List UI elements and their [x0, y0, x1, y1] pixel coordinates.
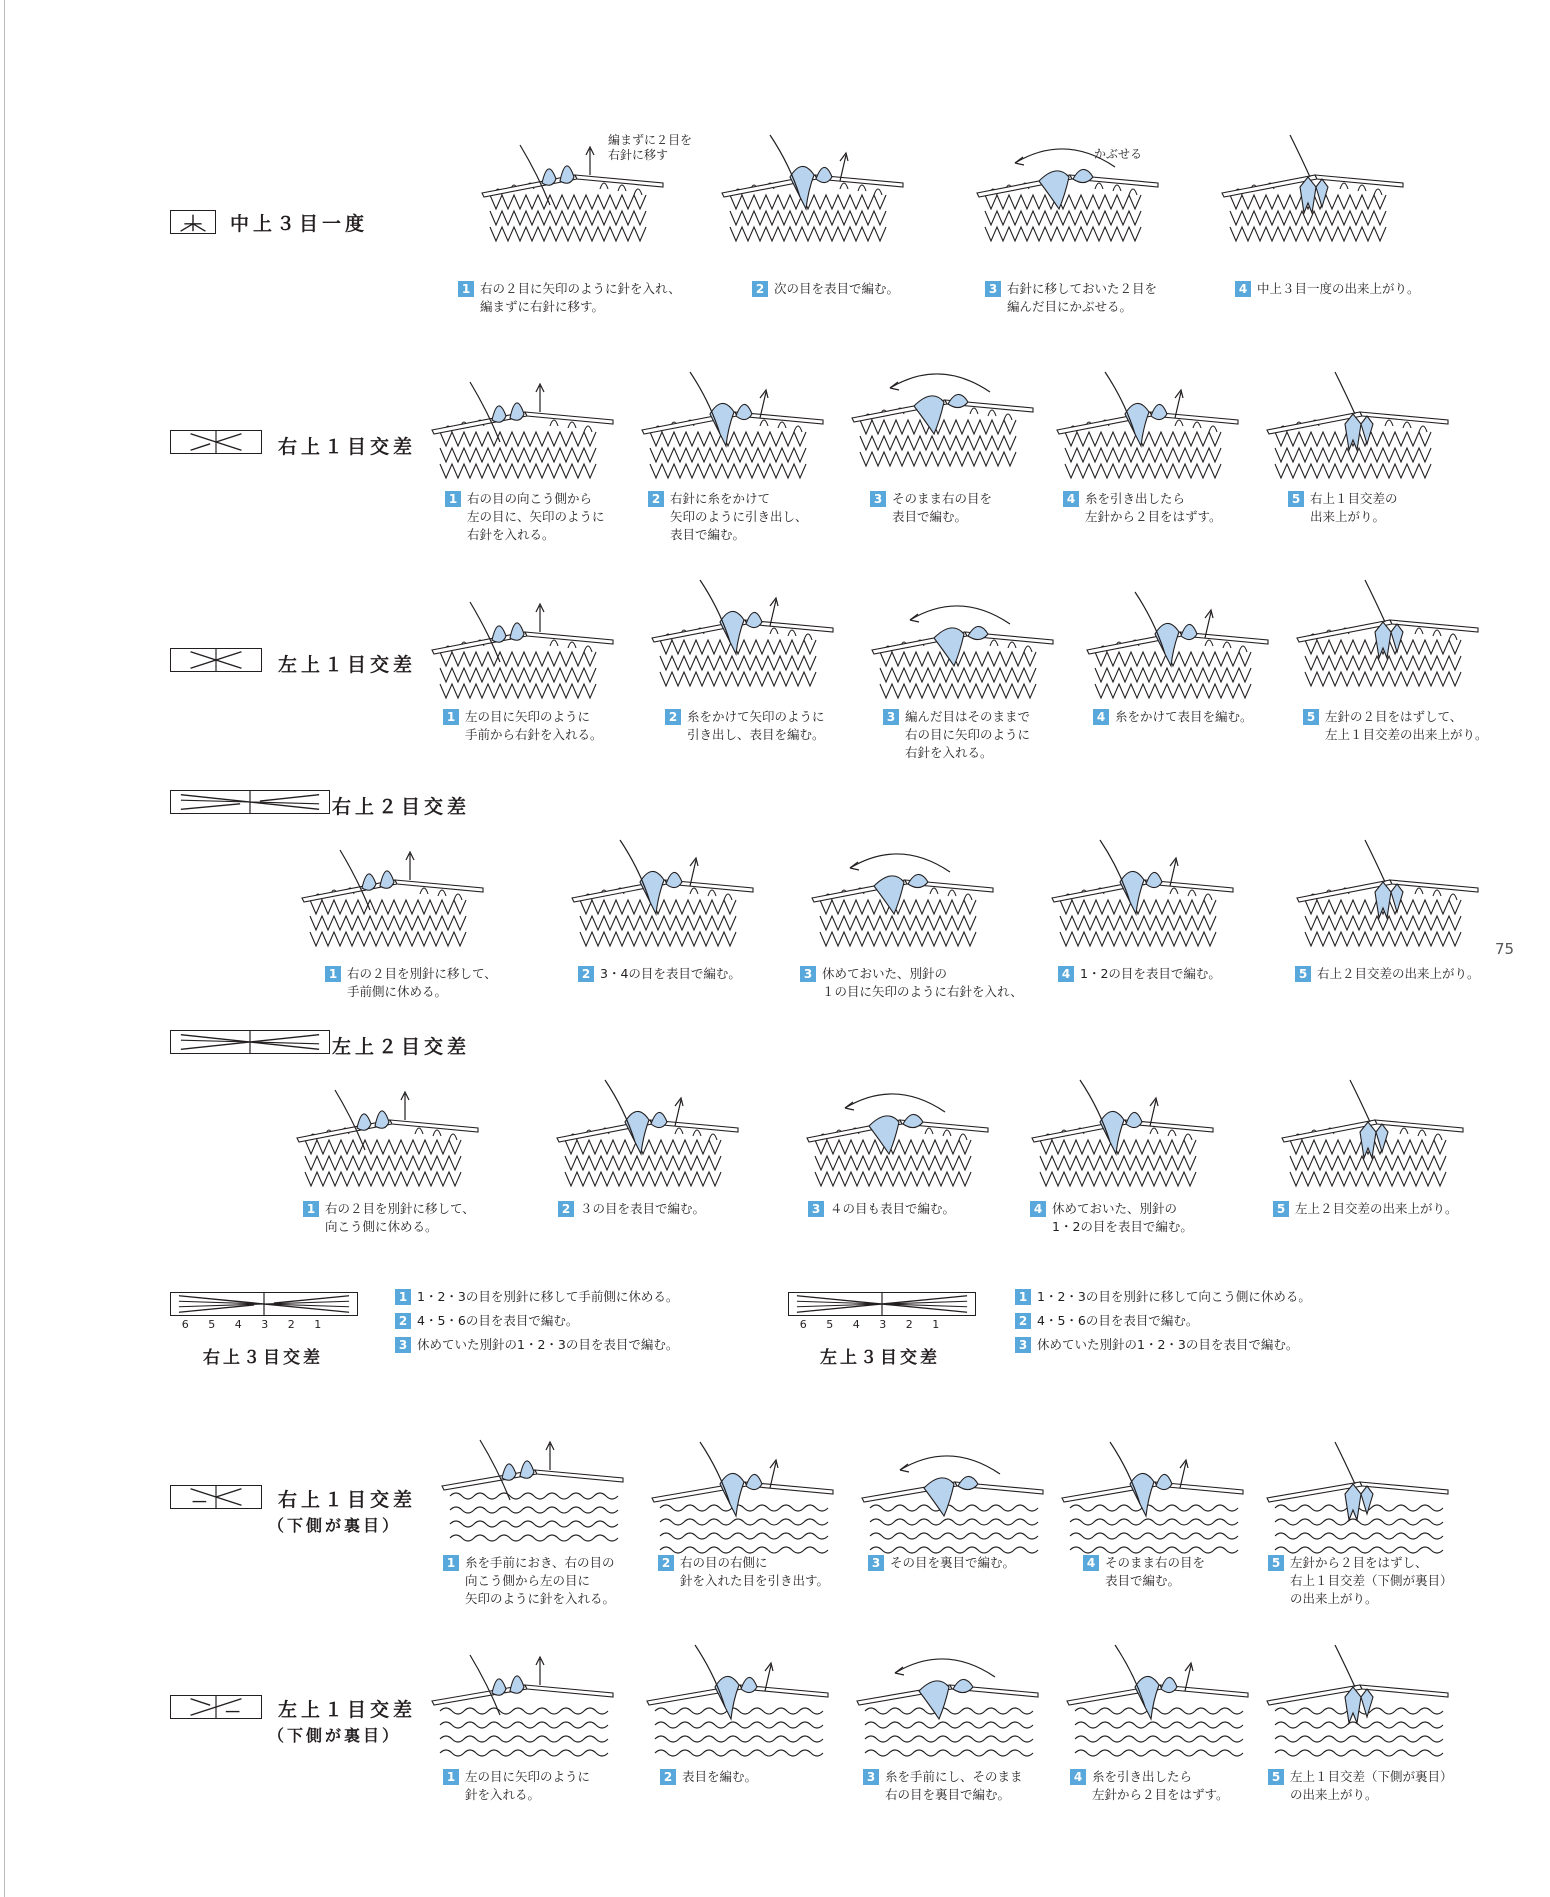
knit-illustration [1265, 1432, 1450, 1557]
knit-illustration [1085, 582, 1270, 707]
step-caption-3: 3 休めておいた、別針の １の目に矢印のように右針を入れ、 [800, 965, 1023, 1001]
knit-illustration [1295, 830, 1480, 955]
knit-illustration [430, 1635, 615, 1760]
annotation-cover: かぶせる [1094, 147, 1143, 161]
step-3 [810, 830, 995, 955]
step-1 [430, 1635, 615, 1760]
knit-illustration [975, 125, 1160, 250]
page-edge-line [4, 0, 5, 1897]
step-caption-4: 4 中上３目一度の出来上がり。 [1235, 280, 1420, 298]
step-number: 5 [1288, 491, 1304, 507]
section-subtitle: （下側が裏目） [268, 1726, 402, 1745]
step-number: 4 [1070, 1769, 1086, 1785]
step-caption-4: 4 1・2の目を表目で編む。 [1058, 965, 1221, 983]
left-cross-2-symbol [170, 1030, 330, 1054]
step-caption-4: 4 糸を引き出したら 左針から２目をはずす。 [1070, 1768, 1229, 1804]
knit-illustration [1265, 362, 1450, 487]
knit-illustration [1055, 362, 1240, 487]
step-5 [1265, 1432, 1450, 1557]
step-number: 5 [1268, 1555, 1284, 1571]
step-1 [440, 1420, 625, 1545]
step-number: 5 [1303, 709, 1319, 725]
step-number: 1 [443, 709, 459, 725]
step-caption-5: 5 右上１目交差の 出来上がり。 [1288, 490, 1398, 526]
annotation-slip: 編まずに２目を 右針に移す [608, 133, 693, 162]
knit-illustration [855, 1635, 1040, 1760]
list-item: 1 1・2・3の目を別針に移して向こう側に休める。 [1015, 1285, 1311, 1309]
step-number: 4 [1058, 966, 1074, 982]
list-item: 3 休めていた別針の1・2・3の目を表目で編む。 [395, 1333, 678, 1357]
knit-illustration [480, 125, 665, 250]
knit-illustration [430, 362, 615, 487]
step-3 [805, 1070, 990, 1195]
step-caption-5: 5 右上２目交差の出来上がり。 [1295, 965, 1480, 983]
step-2 [570, 830, 755, 955]
section-title: 左上２目交差 [332, 1036, 471, 1058]
knit-illustration [1065, 1635, 1250, 1760]
step-caption-1: 1 右の２目に矢印のように針を入れ、 編まずに右針に移す。 [458, 280, 681, 316]
step-caption-5: 5 左上１目交差（下側が裏目） の出来上がり。 [1268, 1768, 1453, 1804]
step-5 [1295, 830, 1480, 955]
section-title: 右上１目交差 [278, 1489, 417, 1511]
step-3 [870, 582, 1055, 707]
step-caption-2: 2 表目を編む。 [660, 1768, 757, 1786]
knit-illustration [805, 1070, 990, 1195]
step-caption-1: 1 左の目に矢印のように 手前から右針を入れる。 [443, 708, 603, 744]
knit-illustration [645, 1635, 830, 1760]
step-number: 4 [1063, 491, 1079, 507]
step-caption-1: 1 左の目に矢印のように 針を入れる。 [443, 1768, 590, 1804]
step-caption-1: 1 糸を手前におき、右の目の 向こう側から左の目に 矢印のように針を入れる。 [443, 1554, 615, 1608]
step-caption-2: 2 右針に糸をかけて 矢印のように引き出し、 表目で編む。 [648, 490, 808, 544]
knit-illustration [295, 1070, 480, 1195]
list-item: 3 休めていた別針の1・2・3の目を表目で編む。 [1015, 1333, 1311, 1357]
knit-illustration [440, 1420, 625, 1545]
step-caption-2: 2 糸をかけて矢印のように 引き出し、表目を編む。 [665, 708, 825, 744]
right-cross-2-symbol [170, 790, 330, 814]
step-3 [975, 125, 1160, 250]
step-caption-3: 3 そのまま右の目を 表目で編む。 [870, 490, 992, 526]
step-number: 2 [648, 491, 664, 507]
knit-illustration [1220, 125, 1405, 250]
step-caption-3: 3 編んだ目はそのままで 右の目に矢印のように 右針を入れる。 [883, 708, 1030, 762]
step-number: 1 [458, 281, 474, 297]
step-4 [1050, 830, 1235, 955]
step-4 [1060, 1432, 1245, 1557]
step-number: 1 [303, 1201, 319, 1217]
step-number: 2 [578, 966, 594, 982]
page-number: 75 [1495, 940, 1515, 958]
step-caption-4: 4 そのまま右の目を 表目で編む。 [1083, 1554, 1205, 1590]
step-caption-2: 2 3・4の目を表目で編む。 [578, 965, 741, 983]
right-cross-3-title: 右上３目交差 [203, 1348, 323, 1368]
step-caption-5: 5 左上２目交差の出来上がり。 [1273, 1200, 1458, 1218]
left-cross-1-purl-symbol [170, 1695, 262, 1719]
right-cross-3-steps [395, 1285, 678, 1357]
step-caption-1: 1 右の２目を別針に移して、 手前側に休める。 [325, 965, 497, 1001]
step-number: 4 [1093, 709, 1109, 725]
left-cross-3-digits: 6 5 4 3 2 1 [799, 1318, 940, 1331]
step-caption-3: 3 右針に移しておいた２目を 編んだ目にかぶせる。 [985, 280, 1157, 316]
left-cross-1-symbol [170, 648, 262, 672]
right-cross-1-purl-symbol [170, 1485, 262, 1509]
step-number: 4 [1083, 1555, 1099, 1571]
step-5 [1280, 1070, 1465, 1195]
right-cross-3-digits: 6 5 4 3 2 1 [181, 1318, 322, 1331]
knit-illustration [650, 570, 835, 695]
knit-illustration [1265, 1635, 1450, 1760]
step-caption-4: 4 糸をかけて表目を編む。 [1093, 708, 1253, 726]
step-caption-4: 4 糸を引き出したら 左針から２目をはずす。 [1063, 490, 1222, 526]
step-4 [1065, 1635, 1250, 1760]
step-1 [295, 1070, 480, 1195]
step-3 [855, 1635, 1040, 1760]
step-1 [430, 362, 615, 487]
left-cross-3-title: 左上３目交差 [820, 1348, 940, 1368]
step-2 [645, 1635, 830, 1760]
step-number: 4 [1030, 1201, 1046, 1217]
step-number: 1 [443, 1555, 459, 1571]
step-number: 3 [868, 1555, 884, 1571]
step-number: 5 [1273, 1201, 1289, 1217]
section-title: 中上３目一度 [230, 213, 369, 235]
step-caption-1: 1 右の２目を別針に移して、 向こう側に休める。 [303, 1200, 475, 1236]
section-title: 右上２目交差 [332, 796, 471, 818]
step-caption-5: 5 左針の２目をはずして、 左上１目交差の出来上がり。 [1303, 708, 1488, 744]
step-5 [1265, 362, 1450, 487]
list-item: 2 4・5・6の目を表目で編む。 [395, 1309, 678, 1333]
step-number: 2 [752, 281, 768, 297]
step-number: 3 [870, 491, 886, 507]
step-number: 3 [883, 709, 899, 725]
step-4 [1085, 582, 1270, 707]
step-1 [430, 582, 615, 707]
knit-illustration [1295, 570, 1480, 695]
step-4 [1030, 1070, 1215, 1195]
step-2 [650, 1432, 835, 1557]
step-caption-3: 3 糸を手前にし、そのまま 右の目を裏目で編む。 [863, 1768, 1023, 1804]
step-number: 3 [863, 1769, 879, 1785]
step-caption-2: 2 右の目の右側に 針を入れた目を引き出す。 [658, 1554, 829, 1590]
step-2 [640, 362, 825, 487]
knit-illustration [1280, 1070, 1465, 1195]
section-title: 右上１目交差 [278, 436, 417, 458]
step-caption-1: 1 右の目の向こう側から 左の目に、矢印のように 右針を入れる。 [445, 490, 605, 544]
step-caption-2: 2 ３の目を表目で編む。 [558, 1200, 705, 1218]
section-subtitle: （下側が裏目） [268, 1516, 402, 1535]
list-item: 2 4・5・6の目を表目で編む。 [1015, 1309, 1311, 1333]
step-number: 2 [660, 1769, 676, 1785]
step-number: 4 [1235, 281, 1251, 297]
knit-illustration [870, 582, 1055, 707]
list-item: 1 1・2・3の目を別針に移して手前側に休める。 [395, 1285, 678, 1309]
step-4 [1055, 362, 1240, 487]
step-caption-3: 3 ４の目も表目で編む。 [808, 1200, 955, 1218]
step-2 [555, 1070, 740, 1195]
step-4 [1220, 125, 1405, 250]
step-number: 1 [445, 491, 461, 507]
step-number: 5 [1268, 1769, 1284, 1785]
knit-illustration [850, 350, 1035, 475]
right-cross-3-symbol [170, 1292, 358, 1316]
step-1 [480, 125, 665, 250]
step-5 [1295, 570, 1480, 695]
step-number: 2 [558, 1201, 574, 1217]
left-cross-3-symbol [788, 1292, 976, 1316]
step-3 [850, 350, 1035, 475]
step-number: 2 [665, 709, 681, 725]
knit-illustration [860, 1432, 1045, 1557]
knit-illustration [810, 830, 995, 955]
step-2 [650, 570, 835, 695]
knit-illustration [1050, 830, 1235, 955]
step-number: 2 [658, 1555, 674, 1571]
knit-illustration [640, 362, 825, 487]
step-caption-2: 2 次の目を表目で編む。 [752, 280, 899, 298]
knit-illustration [570, 830, 755, 955]
step-number: 3 [800, 966, 816, 982]
step-caption-4: 4 休めておいた、別針の 1・2の目を表目で編む。 [1030, 1200, 1193, 1236]
knit-illustration [720, 125, 905, 250]
step-5 [1265, 1635, 1450, 1760]
left-cross-3-steps [1015, 1285, 1311, 1357]
knit-illustration [300, 830, 485, 955]
step-number: 5 [1295, 966, 1311, 982]
step-3 [860, 1432, 1045, 1557]
step-caption-3: 3 その目を裏目で編む。 [868, 1554, 1015, 1572]
section-title: 左上１目交差 [278, 1699, 417, 1721]
knit-illustration [555, 1070, 740, 1195]
knit-illustration [650, 1432, 835, 1557]
knit-illustration [1060, 1432, 1245, 1557]
step-number: 3 [808, 1201, 824, 1217]
right-cross-1-symbol [170, 430, 262, 454]
step-number: 1 [443, 1769, 459, 1785]
knit-illustration [430, 582, 615, 707]
center-double-decrease-symbol [170, 210, 216, 234]
step-2 [720, 125, 905, 250]
step-number: 1 [325, 966, 341, 982]
step-1 [300, 830, 485, 955]
knit-illustration [1030, 1070, 1215, 1195]
step-number: 3 [985, 281, 1001, 297]
section-title: 左上１目交差 [278, 654, 417, 676]
step-caption-5: 5 左針から２目をはずし、 右上１目交差（下側が裏目） の出来上がり。 [1268, 1554, 1453, 1608]
